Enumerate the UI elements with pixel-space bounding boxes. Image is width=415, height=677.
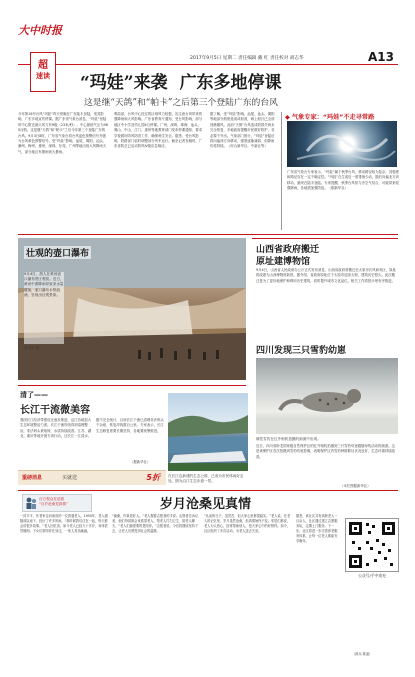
sidebar-bullet-icon: ◆ [285, 114, 290, 121]
promo-line2: 买就送 [62, 475, 78, 481]
badge-line1: 超 [38, 60, 48, 71]
qr-code-icon [346, 519, 398, 571]
bottom-feature-badge [22, 494, 92, 512]
headline-subtitle: 这是继“天鸽”和“帕卡”之后第三个登陆广东的台风 [84, 98, 278, 108]
bottom-col3: “从前的日子，虽然苦，但大家心里都很踏实。”老人说。在老人的记忆里，岁月虽然沧桑，但真情始终不变。邻居们都说，老人为人热心，经常帮助别人，是大家心中的好榜样。如今，社区组织了多次活动，为老人送去关爱。 [204, 514, 291, 533]
bottom-col4: 据悉，该社区共有高龄老人一百余人，社区通过建立志愿服务队，定期上门服务。下一步，社区将进一步完善养老服务体系，让每一位老人都能安享晚年。 [296, 514, 338, 543]
sidebar-weather-title [285, 112, 400, 121]
sidebar-divider [281, 112, 282, 230]
badge-line2: 速读 [36, 71, 50, 80]
yangtze-body: 我国长江经济带建设正逐步推进，沿江各地加大生态环境整治力度。长江干流岸线得到清理整治，非法码头被取缔，水质持续改善。江苏、湖北、重庆等地开展专项行动，还长江一江清水。 [20, 418, 92, 439]
sidebar-weather-body: 广东省气象台专家表示，“玛娃”属于秋季台风，移动路径较为复杂，其强度和路径存在一定不确定性。“玛娃”在生成后一度徘徊少动，随后向偏北方向移动，最终在陆丰登陆。专家提醒，秋季台风常与冷空气结合，可能带来较强降雨，各地需加强防范。（据新华社） [287, 170, 399, 191]
yangtze-park-photo [168, 393, 248, 471]
promo-strip[interactable] [18, 470, 166, 485]
qr-code[interactable] [345, 518, 399, 572]
promo-badge: 5折 [146, 473, 160, 482]
page-number: A13 [368, 50, 394, 64]
satellite-swirl-icon [287, 121, 397, 167]
yangtze-kicker: 清了—— [20, 391, 48, 399]
bottom-feature-title: 岁月沧桑见真情 [160, 497, 252, 512]
sidebar-weather-title-text: 气象专家：“玛娃”不走寻常路 [291, 114, 375, 121]
shanxi-top-rule [252, 238, 398, 239]
lead-article-col2: 利局部，台风中心经过的区域风力较强，应注意台风带来的强降雨和大风影响。广东省教育厅通知，受台风影响，部分地区中小学及幼儿园4日停课。广州、深圳、珠海、汕头、佛山、中山、江门、惠州等地教育部门发布停课通知，要求学校做好防风防汛工作，确保师生安全。据悉，受台风影响，铁路部门临时调整部分列车运行。截至记者发稿时，广东省防总已启动防风Ⅳ级应急响应。 [114, 112, 203, 149]
section-rule-2 [18, 490, 398, 491]
waterfall-title: 壮观的壶口瀑布 [24, 246, 91, 259]
section-rule-1 [18, 234, 398, 235]
headline-quote: “玛娃” [80, 73, 134, 93]
shanxi-title-2: 原址建博物馆 [256, 257, 311, 267]
promo-line1: 重磅消息 [22, 475, 43, 481]
shanxi-body: 9月4日，山西省人民政府办公厅正式发布消息，山西省政府将搬迁至太原市长风商务区，原址将改建为山西博物馆新馆。据介绍，省政府原址位于太原市迎泽大街，建筑历史悠久。此次搬迁是为了更好地保护和利用历史建筑，同时提升城市文化品位。相关工作将按计划有序推进。 [256, 268, 396, 283]
snow-leopard-scene [256, 358, 398, 434]
yangtze-title: 长江干流微美容 [20, 405, 90, 416]
headline-verb: 来袭 [133, 73, 168, 93]
lead-article-col3: 据了解，受“玛娃”影响，汕尾、汕头、揭阳等地部分航班延误或取消，海上船只已全部回港避风。此前“天鸽”台风造成的损失尚未完全恢复，多地政府提醒市民做好防护，非必要不外出。气象部门预计，“玛娃”登陆后将向偏西方向移动，强度逐渐减弱，但降雨仍将持续。（综合新华社、中新社等） [210, 112, 275, 149]
sichuan-body: 近日，四川省卧龙国家级自然保护区的红外相机拍摄到三只雪豹幼崽跟随母豹活动的画面。这是该保护区首次拍摄到雪豹幼崽影像，表明保护区内雪豹种群繁衍状况良好，生态环境持续改善。 [256, 444, 396, 459]
bottom-col1: 一封平平，作者家住河南省的一位普通老人。1950年，老人跟随部队南下，经历了许多风雨。“那时候我们住在一起，每天都会讲很多故事。”老人回忆说。如今老人已经九十多岁，身体依然硬朗。子女们常陪伴在身边，一家人其乐融融。 [20, 514, 108, 533]
sichuan-credit: （本栏图据新华社） [340, 484, 371, 488]
satellite-cloud-image [287, 121, 397, 167]
header-rule [18, 64, 398, 65]
waterfall-credit: 郭书宏 摄 [24, 346, 40, 350]
speed-read-badge [30, 52, 56, 92]
yangtze-credit: （据新华社） [130, 460, 151, 464]
main-headline [80, 68, 282, 93]
qr-label: 公众号/手中南充 [358, 573, 386, 578]
lead-article-col1: 今年第16号台风“玛娃”昨天傍晚在广东陆丰登陆，受其影响，广东多地宣布停课。据广东省气象台消息，“玛娃”登陆时中心附近最大风力有9级（23米/秒），中心最低气压为985百帕。这是继“天鸽”和“帕卡”之后今年第三个登陆广东的台风。9月3日8时，广东省气象台将台风蓝色预警信号升级为台风黄色预警信号。受“玛娃”影响，汕尾、揭阳、汕头、潮州、梅州、惠州、深圳、东莞、广州等地出现大风降雨天气，部分地区有暴雨到大暴雨。 [18, 112, 108, 154]
yangtze-scene [168, 393, 248, 471]
yangtze-body-2: 据不完全统计，目前长江干流已清理非法码头千余座，恢复岸线数百公里。专家表示，长江生态修复需要长期坚持，各地要统筹推进。 [96, 418, 164, 433]
yangtze-top-rule [18, 385, 246, 386]
bottom-credit: （薛兵 陈凌） [352, 652, 373, 656]
headline-tail: 广东多地停课 [179, 73, 282, 93]
masthead-date-line: 2017年9月5日 星期二 责任编辑 戴 红 责任校对 胡志华 [190, 56, 304, 61]
bottom-col2: “谢谢，你真是好人。”老人握着志愿者的手说。志愿者告诉记者，他们每周都会来看望老人，帮老人打扫卫生、陪老人聊天。“老人们最需要的是陪伴。”志愿者说，今后将继续坚持下去，让老人们感受到社会的温暖。 [112, 514, 199, 533]
shanxi-title-1: 山西省政府搬迁 [256, 245, 320, 255]
masthead-logo: 大中时报 [18, 24, 62, 37]
sichuan-title: 四川发现三只雪豹幼崽 [256, 346, 347, 356]
yangtze-photo-caption: 在长江边新建的生态公园，已成为市民休闲好去处。图为沿江生态步道一景。 [168, 474, 244, 484]
waterfall-caption: 9月4日，游人在黄河壶口瀑布景区观赏。近日，黄河中游降雨导致来水量增加，壶口瀑布水势汹涌，呈现出壮观景象。 [24, 272, 64, 344]
people-icon [25, 496, 37, 510]
snow-leopard-photo [256, 358, 398, 434]
sichuan-caption: 雄性雪豹在红外相机拍摄的画面中出现。 [256, 437, 321, 441]
bottom-feature-badge-text: 百万观众在追看 “百岁沧桑见真情” [39, 497, 68, 507]
